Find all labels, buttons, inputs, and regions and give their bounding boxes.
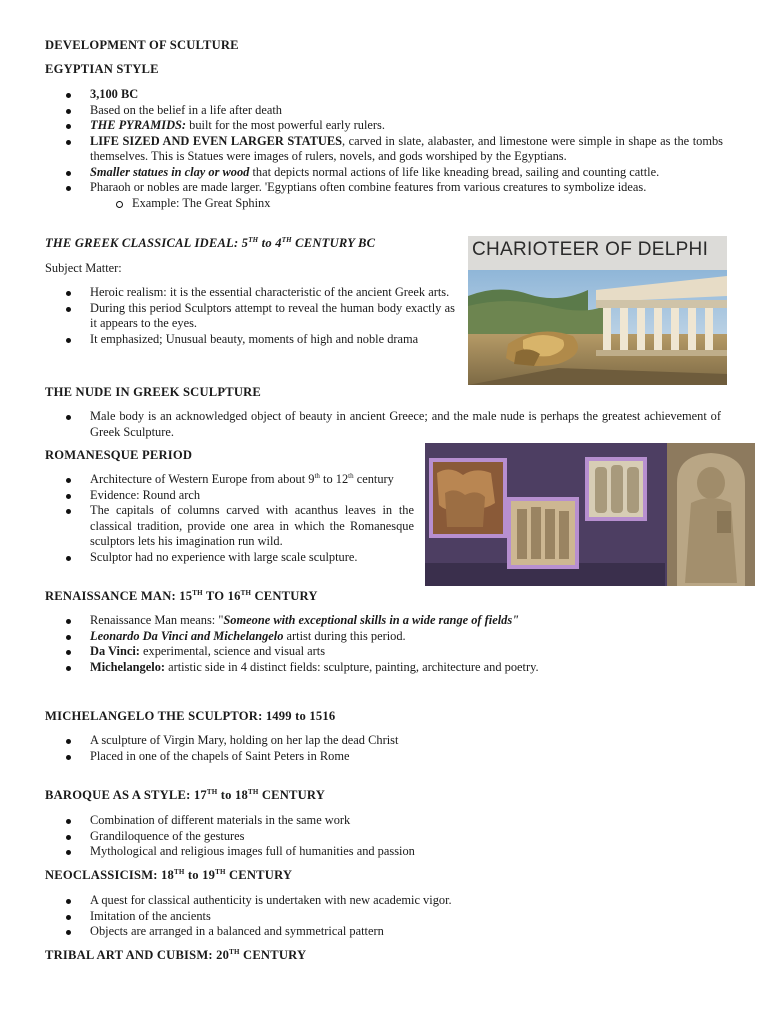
list-item: Objects are arranged in a balanced and symmetrical pattern — [63, 924, 723, 940]
heading-romanesque-period: ROMANESQUE PERIOD — [45, 448, 193, 462]
list-item: LIFE SIZED AND EVEN LARGER STATUES, carved in slate, alabaster, and limestone were simple in shape as the tombs themselves. This is Statues were images of rulers, novels, and gods worshiped by the Egyptians. — [63, 134, 723, 165]
romanesque-bullet-list — [63, 472, 414, 565]
list-item: Smaller statues in clay or wood that depicts normal actions of life like kneading bread, sailing and counting cattle. — [63, 165, 723, 181]
list-item: Leonardo Da Vinci and Michelangelo artist during this period. — [63, 629, 723, 645]
heading-greek-classical: THE GREEK CLASSICAL IDEAL: 5TH to 4TH CENTURY BC — [45, 236, 376, 250]
list-item: Heroic realism: it is the essential characteristic of the ancient Greek arts. — [63, 285, 455, 301]
list-item: 3,100 BC — [63, 87, 723, 103]
charioteer-of-delphi-image — [468, 236, 727, 385]
list-item: Male body is an acknowledged object of beauty in ancient Greece; and the male nude is perhaps the greatest achievement of Greek Sculpture. — [63, 409, 721, 440]
heading-baroque-style: BAROQUE AS A STYLE: 17TH to 18TH CENTURY — [45, 788, 326, 802]
baroque-bullet-list — [63, 813, 723, 860]
list-item: During this period Sculptors attempt to reveal the human body exactly as it appears to the eyes. — [63, 301, 455, 332]
egyptian-bullet-list — [63, 87, 723, 211]
list-item: Combination of different materials in the same work — [63, 813, 723, 829]
list-item: Imitation of the ancients — [63, 909, 723, 925]
list-item: It emphasized; Unusual beauty, moments of high and noble drama — [63, 332, 455, 348]
list-item: Architecture of Western Europe from about 9th to 12th century — [63, 472, 414, 488]
romanesque-collage-illustration — [425, 443, 755, 586]
list-item: Grandiloquence of the gestures — [63, 829, 723, 845]
list-item: Mythological and religious images full of humanities and passion — [63, 844, 723, 860]
list-item: Michelangelo: artistic side in 4 distinct fields: sculpture, painting, architecture and poetry. — [63, 660, 723, 676]
list-item: THE PYRAMIDS: built for the most powerful early rulers. — [63, 118, 723, 134]
image-caption-title: CHARIOTEER OF DELPHI — [472, 239, 709, 260]
list-item: Pharaoh or nobles are made larger. 'Egyptians often combine features from various creatures to symbolize ideas. — [63, 180, 723, 196]
list-item: Placed in one of the chapels of Saint Peters in Rome — [63, 749, 723, 765]
list-item: Evidence: Round arch — [63, 488, 414, 504]
nude-bullet-list — [63, 409, 721, 440]
heading-michelangelo-sculptor: MICHELANGELO THE SCULPTOR: 1499 to 1516 — [45, 709, 336, 723]
list-item: The capitals of columns carved with acanthus leaves in the classical tradition, provide one area in which the Romanesque sculptors lets his imagination run wild. — [63, 503, 414, 550]
renaissance-bullet-list — [63, 613, 723, 675]
subject-matter-label: Subject Matter: — [45, 261, 122, 275]
michelangelo-bullet-list — [63, 733, 723, 764]
heading-renaissance-man: RENAISSANCE MAN: 15TH TO 16TH CENTURY — [45, 589, 318, 603]
list-item: Renaissance Man means: "Someone with exceptional skills in a wide range of fields" — [63, 613, 723, 629]
heading-tribal-art-cubism: TRIBAL ART AND CUBISM: 20TH CENTURY — [45, 948, 307, 962]
romanesque-sculpture-collage-image — [425, 443, 755, 586]
greek-bullet-list — [63, 285, 455, 347]
document-title: DEVELOPMENT OF SCULTURE — [45, 38, 239, 52]
heading-egyptian-style: EGYPTIAN STYLE — [45, 62, 159, 76]
list-item: A quest for classical authenticity is undertaken with new academic vigor. — [63, 893, 723, 909]
list-item: Based on the belief in a life after death — [63, 103, 723, 119]
sub-list-item: Example: The Great Sphinx — [63, 196, 723, 212]
heading-nude-greek-sculpture: THE NUDE IN GREEK SCULPTURE — [45, 385, 262, 399]
list-item: Da Vinci: experimental, science and visual arts — [63, 644, 723, 660]
neoclassicism-bullet-list — [63, 893, 723, 940]
list-item: Sculptor had no experience with large scale sculpture. — [63, 550, 414, 566]
list-item: A sculpture of Virgin Mary, holding on her lap the dead Christ — [63, 733, 723, 749]
heading-neoclassicism: NEOCLASSICISM: 18TH to 19TH CENTURY — [45, 868, 293, 882]
